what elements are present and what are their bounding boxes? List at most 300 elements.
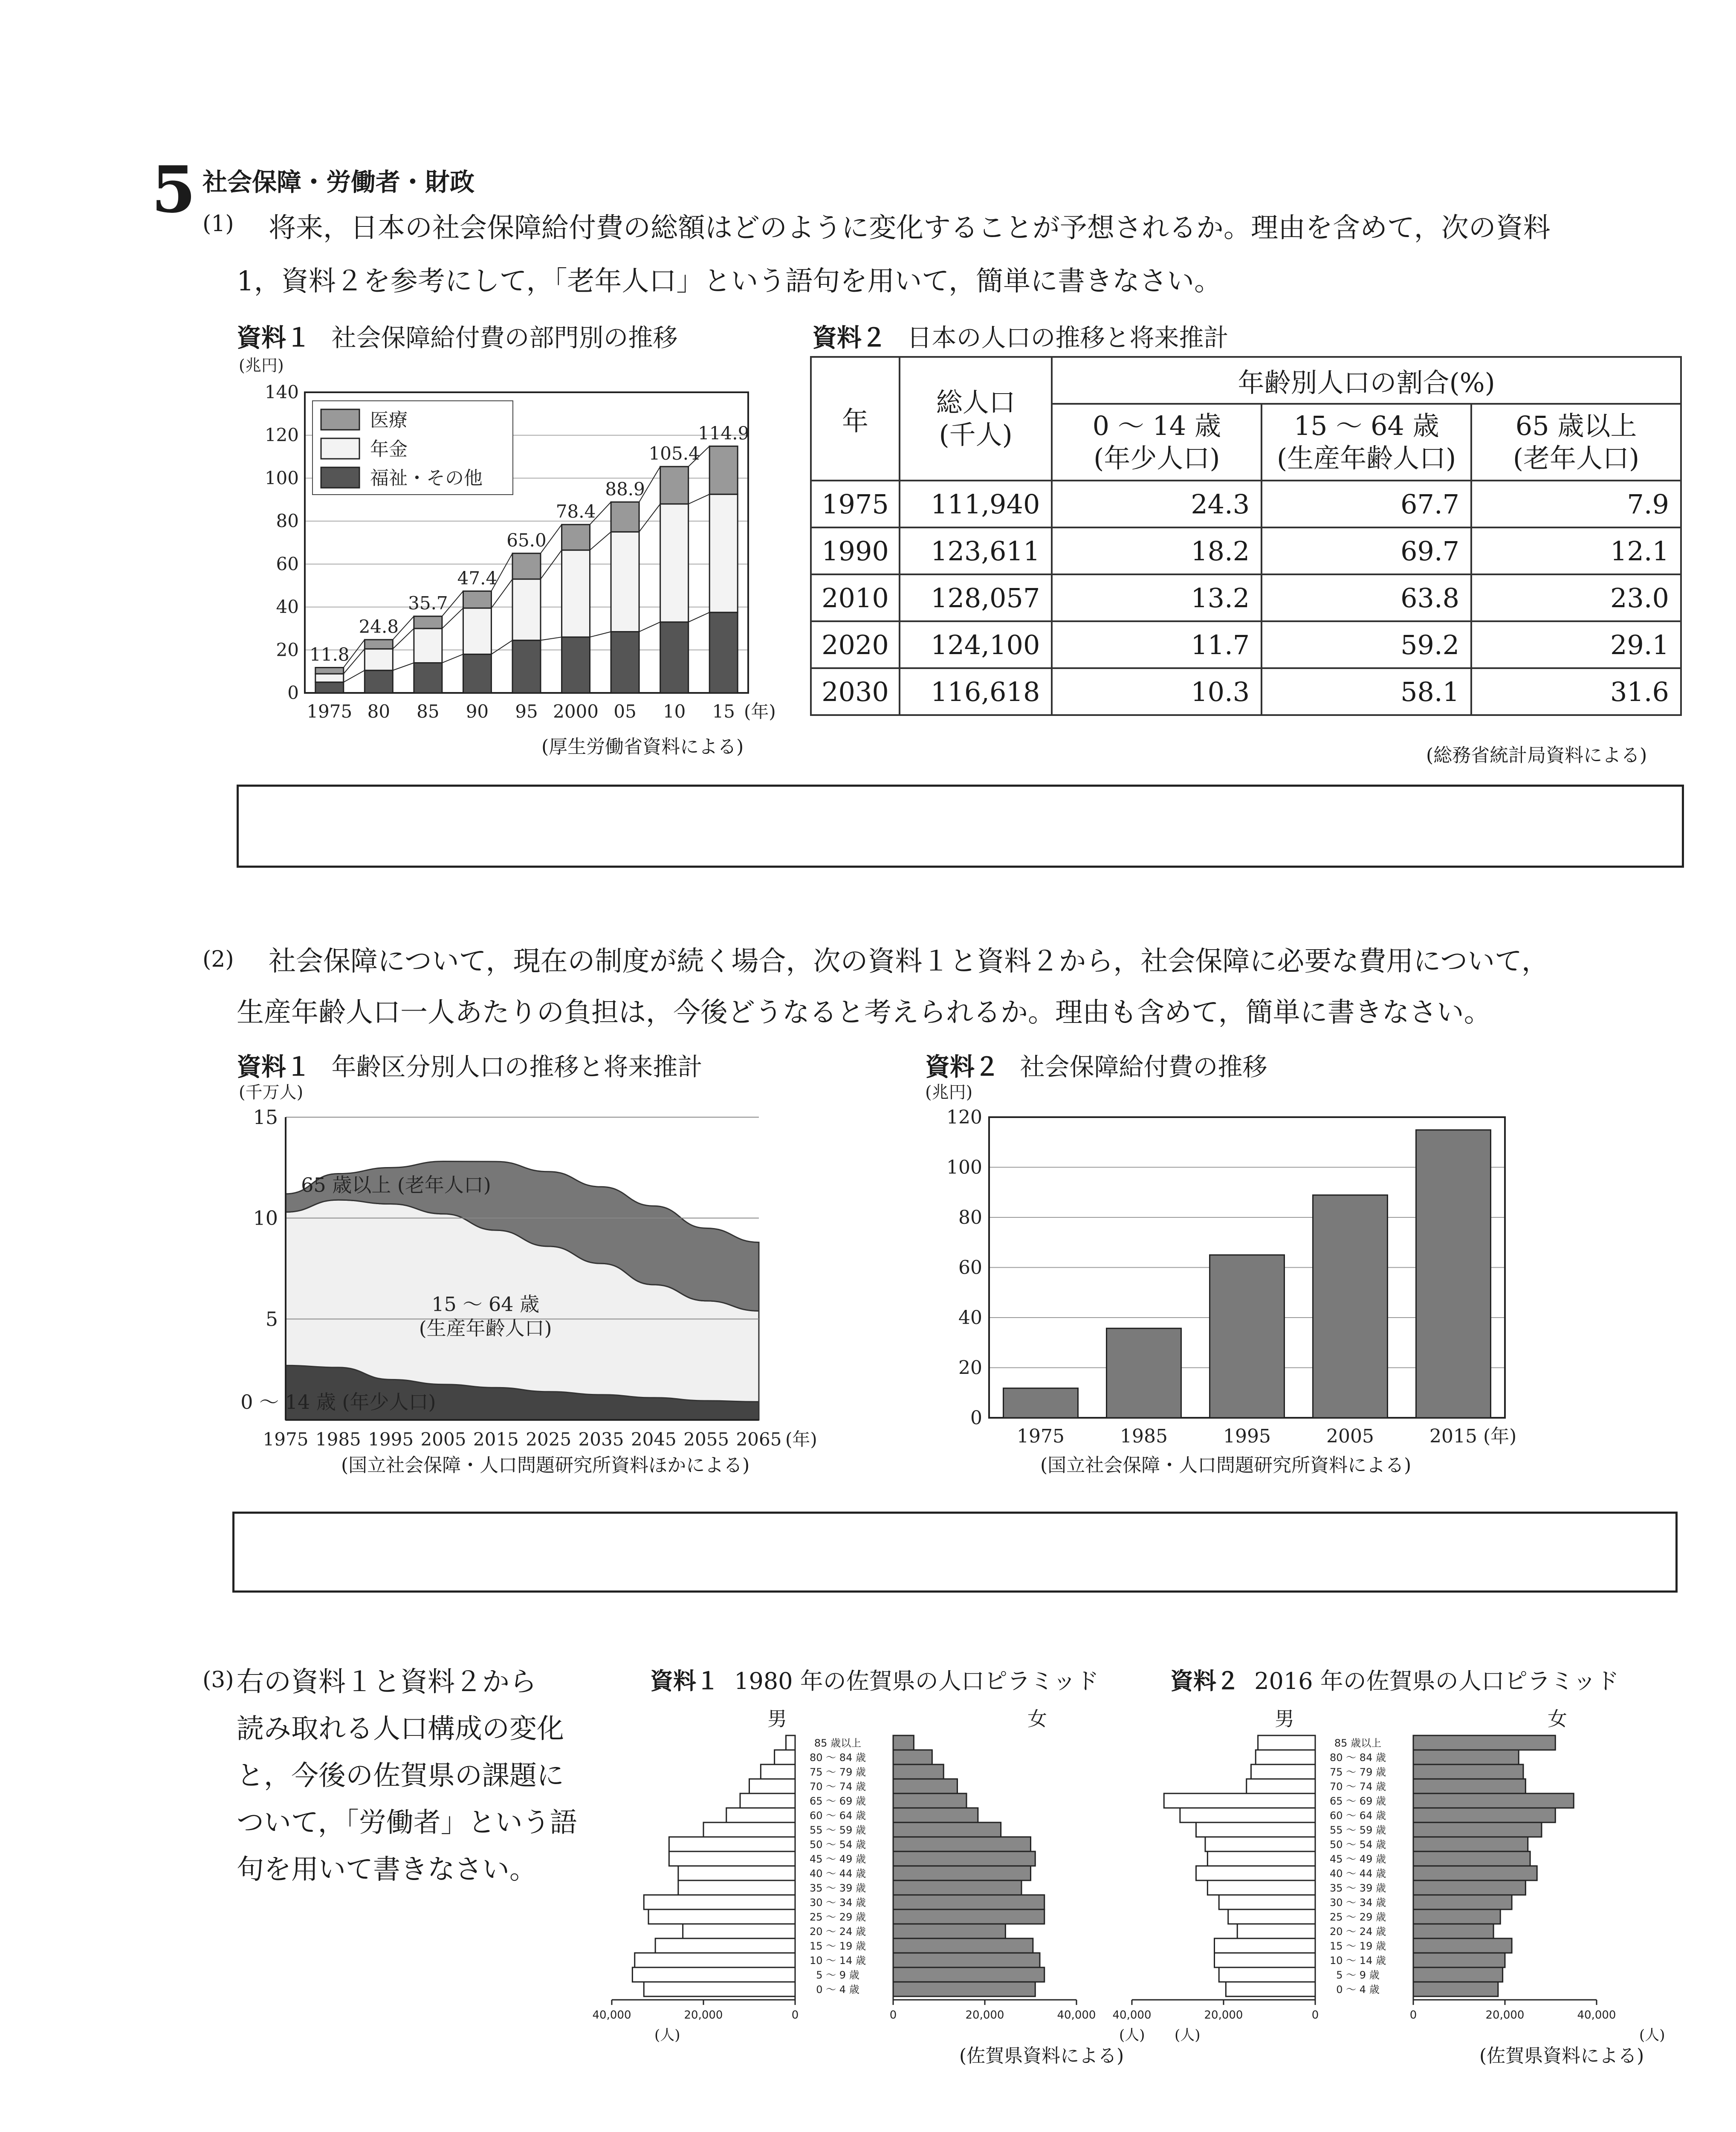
pyramid-2016-unit-right: (人) [1639,2027,1665,2044]
table-cell-elderly: 23.0 [1471,574,1681,621]
y-tick-label: 15 [253,1106,278,1129]
connector-line [491,640,512,655]
q1-res2-label: 資料２ [812,323,887,352]
legend-label: 医療 [370,409,408,431]
x-tick-label: 2045 [631,1429,677,1450]
age-group-label: 35 ～ 39 歳 [810,1882,866,1894]
bar-segment [365,670,393,693]
data-label: 35.7 [408,593,448,614]
q2-text-line1: 社会保障について，現在の制度が続く場合，次の資料１と資料２から，社会保障に必要な費用について， [269,946,1549,977]
pyramid-bar-female [1413,1924,1493,1938]
table-cell-working: 59.2 [1261,621,1471,668]
population-pyramid-2016 [1112,1731,1667,2022]
bar-segment [709,494,738,612]
age-group-label: 55 ～ 59 歳 [810,1824,866,1836]
bar [1210,1255,1285,1418]
pyramid-bar-male [1207,1880,1315,1895]
age-group-label: 25 ～ 29 歳 [1330,1911,1386,1923]
x-axis-unit: (年) [744,701,776,722]
pyramid-bar-female [893,1808,978,1822]
x-tick-label: 15 [712,701,735,722]
q1-res2-caption [812,318,1228,353]
data-label: 114.9 [698,423,749,444]
pyramid-bar-female [1413,1779,1525,1793]
age-group-label: 10 ～ 14 歳 [1330,1955,1386,1967]
x-tick-label: 40,000 [592,2009,631,2022]
pyramid-bar-female [1413,1793,1574,1808]
x-tick-label: 2055 [683,1429,729,1450]
x-tick-label: 0 [791,2009,799,2022]
pyramid-bar-female [893,1938,1033,1953]
q1-res1-caption [237,318,677,353]
q1-res2-source: (総務省統計局資料による) [1426,744,1647,766]
x-tick-label: 20,000 [1485,2009,1525,2022]
data-label: 65.0 [506,530,547,551]
x-tick-label: 2005 [420,1429,466,1450]
y-tick-label: 80 [958,1207,982,1228]
age-group-label: 45 ～ 49 歳 [810,1853,866,1865]
pyramid-bar-male [1226,1982,1315,1996]
q3-text-line4: ついて，「労働者」という語 [237,1807,577,1839]
pyramid-bar-male [1205,1837,1315,1851]
table-row [811,621,1681,668]
pyramid-bar-male [1219,1895,1315,1909]
y-tick-label: 140 [264,382,299,403]
y-tick-label: 100 [264,467,299,489]
q2-res2-source: (国立社会保障・人口問題研究所資料による) [1040,1454,1412,1476]
population-table [810,356,1682,716]
bar-segment [611,502,639,532]
y-tick-label: 100 [946,1156,982,1179]
x-tick-label: 2015 [1429,1425,1477,1447]
age-group-label: 75 ～ 79 歳 [810,1766,866,1778]
bar-segment [365,649,393,670]
table-row [811,481,1681,527]
table-cell-young: 11.7 [1052,621,1261,668]
bar-segment [315,674,344,682]
x-tick-label: 10 [663,701,686,722]
x-tick-label: 1985 [315,1429,361,1450]
pyramid-bar-male [1215,1953,1316,1967]
pyramid-bar-female [893,1967,1044,1982]
y-tick-label: 40 [958,1307,982,1329]
pyramid-1980-female-label: 女 [1027,1707,1047,1730]
bar-segment [463,608,491,654]
connector-line [590,631,611,637]
x-tick-label: 40,000 [1577,2009,1616,2022]
q3-text-line1: 右の資料１と資料２から [237,1666,537,1698]
table-header-age-group: 年齢別人口の割合(%) [1052,357,1681,404]
q1-res2-title: 日本の人口の推移と将来推計 [907,323,1229,352]
table-row [811,574,1681,621]
q1-res1-source: (厚生労働省資料による) [541,736,744,758]
bar [1416,1130,1491,1418]
data-label: 88.9 [605,478,645,500]
pyramid-bar-female [1413,1750,1519,1764]
pyramid-bar-female [1413,1822,1542,1837]
pyramid-bar-female [893,1866,1031,1880]
pyramid-bar-male [1207,1851,1315,1866]
bar-segment [562,637,590,693]
age-group-label: 70 ～ 74 歳 [1330,1781,1386,1793]
pyramid-bar-female [893,1779,958,1793]
legend-swatch [321,409,359,430]
age-group-label: 45 ～ 49 歳 [1330,1853,1386,1865]
pyramid-bar-male [786,1735,796,1750]
q1-answer-box[interactable] [237,785,1684,868]
pyramid-bar-male [1215,1938,1316,1953]
q1-number: (1) [203,211,234,237]
age-group-label: 65 ～ 69 歳 [810,1795,866,1807]
pyramid-bar-male [1247,1779,1315,1793]
pyramid-bar-female [1413,1808,1555,1822]
x-tick-label: 40,000 [1112,2009,1152,2022]
table-cell-elderly: 29.1 [1471,621,1681,668]
pyramid-bar-male [1196,1822,1316,1837]
pyramid-bar-female [1413,1967,1503,1982]
pyramid-2016-source: (佐賀県資料による) [1479,2045,1644,2067]
q2-text-line2: 生産年齢人口一人あたりの負担は，今後どうなると考えられるか。理由も含めて，簡単に書きなさい。 [237,997,1491,1028]
series-label-young: 0 ～ 14 歳 (年少人口) [240,1390,436,1414]
table-cell-year: 1990 [811,527,900,574]
section-number: 5 [151,152,196,227]
table-cell-young: 13.2 [1052,574,1261,621]
q3-text-line2: 読み取れる人口構成の変化 [237,1713,564,1745]
data-label: 78.4 [556,501,596,522]
connector-line [639,504,660,532]
y-tick-label: 120 [264,424,299,446]
q3-res2-label: 資料２ [1170,1668,1239,1695]
connector-line [541,550,562,579]
table-header-age-0-14 [1052,404,1261,481]
y-tick-label: 10 [253,1206,278,1230]
pyramid-bar-male [669,1837,795,1851]
age-group-label: 50 ～ 54 歳 [810,1839,866,1851]
x-tick-label: 20,000 [965,2009,1004,2022]
pyramid-1980-source: (佐賀県資料による) [959,2045,1124,2067]
pyramid-bar-female [1413,1909,1500,1924]
x-tick-label: 0 [1409,2009,1417,2022]
pyramid-bar-female [1413,1866,1537,1880]
bar-segment [512,640,541,693]
age-group-label: 80 ～ 84 歳 [810,1752,866,1764]
legend-label: 福祉・その他 [370,467,483,489]
bar-segment [315,682,344,693]
legend-swatch [321,438,359,459]
q2-res1-caption [237,1047,702,1083]
data-label: 24.8 [359,616,399,637]
y-tick-label: 5 [265,1307,278,1331]
pyramid-bar-female [893,1953,1040,1967]
pyramid-bar-male [1251,1764,1316,1779]
x-tick-label: 20,000 [684,2009,723,2022]
table-row [811,527,1681,574]
pyramid-1980-unit-left: (人) [654,2027,680,2044]
q2-res2-label: 資料２ [925,1052,1000,1081]
bar-segment [463,654,491,693]
bar-segment [512,579,541,640]
y-tick-label: 0 [970,1407,982,1429]
bar-segment [660,466,689,504]
pyramid-bar-male [775,1750,795,1764]
x-tick-label: 95 [515,701,538,722]
age-group-label: 30 ～ 34 歳 [1330,1897,1386,1909]
pyramid-bar-female [1413,1953,1505,1967]
x-tick-label: 05 [613,701,637,722]
q1-res1-title: 社会保障給付費の部門別の推移 [331,323,678,352]
age-group-label: 75 ～ 79 歳 [1330,1766,1386,1778]
table-header-total-unit: (千人) [939,419,1013,450]
age-group-label: 40 ～ 44 歳 [810,1868,866,1880]
q2-answer-box[interactable] [232,1512,1678,1593]
pyramid-bar-female [893,1982,1035,1996]
pyramid-bar-female [893,1895,1044,1909]
age-group-label: 40 ～ 44 歳 [1330,1868,1386,1880]
pyramid-bar-male [740,1793,795,1808]
pyramid-2016-female-label: 女 [1548,1707,1567,1730]
q3-res1-label: 資料１ [650,1668,719,1695]
pyramid-bar-male [635,1953,795,1967]
age-group-label: 0 ～ 4 歳 [1336,1984,1380,1996]
bar-segment [315,668,344,674]
pyramid-bar-male [1196,1866,1316,1880]
table-cell-total: 128,057 [900,574,1052,621]
pyramid-bar-male [678,1866,795,1880]
pyramid-2016-male-label: 男 [1275,1707,1294,1730]
q1-text-line1: 将来，日本の社会保障給付費の総額はどのように変化することが予想されるか。理由を含めて，次の資料 [269,212,1551,244]
legend-label: 年金 [370,438,408,460]
bar-segment [611,532,639,631]
table-cell-total: 123,611 [900,527,1052,574]
pyramid-bar-male [678,1880,795,1895]
pyramid-bar-female [893,1750,932,1764]
x-tick-label: 2000 [553,701,599,722]
x-tick-label: 1975 [1017,1425,1065,1447]
q2-res1-label: 資料１ [237,1052,311,1081]
q3-res1-title: 1980 年の佐賀県の人口ピラミッド [734,1668,1099,1695]
pyramid-bar-female [893,1837,1031,1851]
x-tick-label: 1975 [263,1429,309,1450]
y-axis-unit: (兆円) [925,1083,973,1102]
y-tick-label: 20 [958,1357,982,1379]
y-tick-label: 120 [946,1107,982,1128]
pyramid-bar-male [644,1982,795,1996]
pyramid-bar-female [893,1909,1044,1924]
pyramid-bar-female [893,1924,1005,1938]
x-tick-label: 90 [466,701,489,722]
pyramid-bar-male [1219,1967,1315,1982]
age-group-label: 30 ～ 34 歳 [810,1897,866,1909]
series-label-working-sub: (生産年齢人口) [419,1317,552,1340]
pyramid-bar-male [655,1938,795,1953]
x-tick-label: 80 [367,701,391,722]
age-group-label: 15 ～ 19 歳 [810,1940,866,1952]
age-group-label: 35 ～ 39 歳 [1330,1882,1386,1894]
legend-swatch [321,467,359,488]
q3-res1-caption [650,1663,1099,1696]
x-tick-label: 1995 [368,1429,414,1450]
q3-res2-title: 2016 年の佐賀県の人口ピラミッド [1254,1668,1619,1695]
pyramid-bar-female [1413,1880,1525,1895]
age-group-label: 25 ～ 29 歳 [810,1911,866,1923]
connector-line [344,670,365,682]
age-group-label: 70 ～ 74 歳 [810,1781,866,1793]
pyramid-bar-female [893,1793,966,1808]
bar-segment [562,550,590,637]
pyramid-bar-female [893,1880,1021,1895]
x-axis-unit: (年) [785,1429,817,1450]
age-group-label: 60 ～ 64 歳 [810,1810,866,1822]
pyramid-bar-male [1164,1793,1315,1808]
table-header-year: 年 [811,357,900,481]
table-cell-year: 2030 [811,668,900,715]
table-cell-working: 63.8 [1261,574,1471,621]
table-cell-working: 58.1 [1261,668,1471,715]
q2-res1-source: (国立社会保障・人口問題研究所資料ほかによる) [341,1454,750,1476]
series-label-elderly: 65 歳以上 (老年人口) [301,1173,491,1197]
y-tick-label: 60 [958,1257,982,1279]
bar-chart-benefits [925,1083,1531,1450]
pyramid-bar-male [1256,1750,1315,1764]
x-tick-label: 0 [889,2009,897,2022]
pyramid-bar-male [761,1764,795,1779]
bar-segment [463,591,491,608]
table-cell-young: 18.2 [1052,527,1261,574]
x-tick-label: 20,000 [1204,2009,1243,2022]
table-cell-year: 1975 [811,481,900,527]
age-group-label: 20 ～ 24 歳 [1330,1926,1386,1938]
pyramid-bar-female [1413,1837,1528,1851]
y-axis-unit: (千万人) [239,1083,304,1102]
q3-text-line5: 句を用いて書きなさい。 [237,1854,537,1886]
age-group-label: 20 ～ 24 歳 [810,1926,866,1938]
y-tick-label: 60 [276,553,299,574]
table-cell-elderly: 31.6 [1471,668,1681,715]
table-cell-total: 116,618 [900,668,1052,715]
pyramid-2016-unit-left: (人) [1175,2027,1201,2044]
pyramid-bar-male [1228,1909,1315,1924]
y-axis-unit: (兆円) [239,356,284,375]
connector-line [541,637,562,640]
table-cell-year: 2020 [811,621,900,668]
bar-segment [512,553,541,579]
population-pyramid-1980 [592,1731,1147,2022]
pyramid-1980-unit-right: (人) [1119,2027,1145,2044]
pyramid-bar-male [683,1924,795,1938]
pyramid-bar-female [893,1764,943,1779]
bar-segment [414,663,442,693]
q3-res2-caption [1170,1663,1619,1696]
section-heading: 社会保障・労働者・財政 [203,168,475,197]
area-chart-population [239,1083,836,1450]
bar-segment [562,524,590,550]
bar-segment [611,631,639,693]
pyramid-bar-female [1413,1895,1512,1909]
age-group-label: 65 ～ 69 歳 [1330,1795,1386,1807]
pyramid-bar-male [644,1895,795,1909]
x-tick-label: 2015 [473,1429,519,1450]
connector-line [689,612,710,622]
table-cell-young: 10.3 [1052,668,1261,715]
q2-res2-title: 社会保障給付費の推移 [1020,1052,1267,1081]
data-label: 105.4 [648,443,700,464]
table-cell-working: 67.7 [1261,481,1471,527]
pyramid-bar-male [703,1822,795,1837]
table-header-age-65plus-sub: (老年人口) [1513,443,1640,474]
bar-segment [709,446,738,494]
pyramid-bar-female [893,1851,1035,1866]
x-tick-label: 85 [417,701,440,722]
table-cell-working: 69.7 [1261,527,1471,574]
table-cell-total: 111,940 [900,481,1052,527]
pyramid-1980-male-label: 男 [767,1707,787,1730]
age-group-label: 0 ～ 4 歳 [816,1984,859,1996]
y-tick-label: 20 [276,639,299,660]
table-header-age-65plus [1471,404,1681,481]
pyramid-bar-male [1180,1808,1315,1822]
pyramid-bar-female [893,1822,1001,1837]
pyramid-bar-male [1237,1924,1315,1938]
x-tick-label: 1985 [1120,1425,1168,1447]
age-group-label: 60 ～ 64 歳 [1330,1810,1386,1822]
table-header-age-15-64-label: 15 ～ 64 歳 [1293,410,1439,441]
table-cell-young: 24.3 [1052,481,1261,527]
pyramid-bar-female [1413,1851,1530,1866]
pyramid-bar-male [749,1779,796,1793]
table-header-age-65plus-label: 65 歳以上 [1515,410,1637,441]
stacked-bar-chart-benefits [239,354,784,738]
bar-segment [709,612,738,693]
x-tick-label: 1975 [307,701,353,722]
q2-number: (2) [203,947,234,972]
age-group-label: 55 ～ 59 歳 [1330,1824,1386,1836]
pyramid-bar-male [726,1808,795,1822]
q3-number: (3) [203,1667,234,1693]
age-group-label: 5 ～ 9 歳 [1336,1969,1380,1981]
table-header-total-label: 総人口 [936,387,1016,418]
q2-res2-caption [925,1047,1267,1083]
pyramid-bar-male [1258,1735,1315,1750]
x-tick-label: 2005 [1326,1425,1374,1447]
age-group-label: 15 ～ 19 歳 [1330,1940,1386,1952]
connector-line [393,663,414,671]
age-group-label: 50 ～ 54 歳 [1330,1839,1386,1851]
connector-line [442,654,463,663]
age-group-label: 80 ～ 84 歳 [1330,1752,1386,1764]
y-tick-label: 40 [276,596,299,617]
table-header-total [900,357,1052,481]
q1-res1-label: 資料１ [237,323,311,352]
bar-segment [660,622,689,693]
y-tick-label: 80 [276,510,299,532]
table-header-age-15-64-sub: (生産年齢人口) [1276,443,1456,474]
table-header-age-0-14-label: 0 ～ 14 歳 [1092,410,1221,441]
x-axis-unit: (年) [1483,1425,1517,1447]
series-label-working: 15 ～ 64 歳 [431,1292,540,1316]
table-cell-total: 124,100 [900,621,1052,668]
bar-segment [414,629,442,663]
q3-text-line3: と，今後の佐賀県の課題に [237,1760,564,1792]
table-cell-elderly: 12.1 [1471,527,1681,574]
q2-res1-title: 年齢区分別人口の推移と将来推計 [331,1052,703,1081]
table-cell-elderly: 7.9 [1471,481,1681,527]
bar [1313,1195,1388,1418]
x-tick-label: 40,000 [1057,2009,1096,2022]
y-tick-label: 0 [287,682,299,703]
bar-segment [414,616,442,629]
table-row [811,668,1681,715]
age-group-label: 85 歳以上 [814,1737,862,1749]
